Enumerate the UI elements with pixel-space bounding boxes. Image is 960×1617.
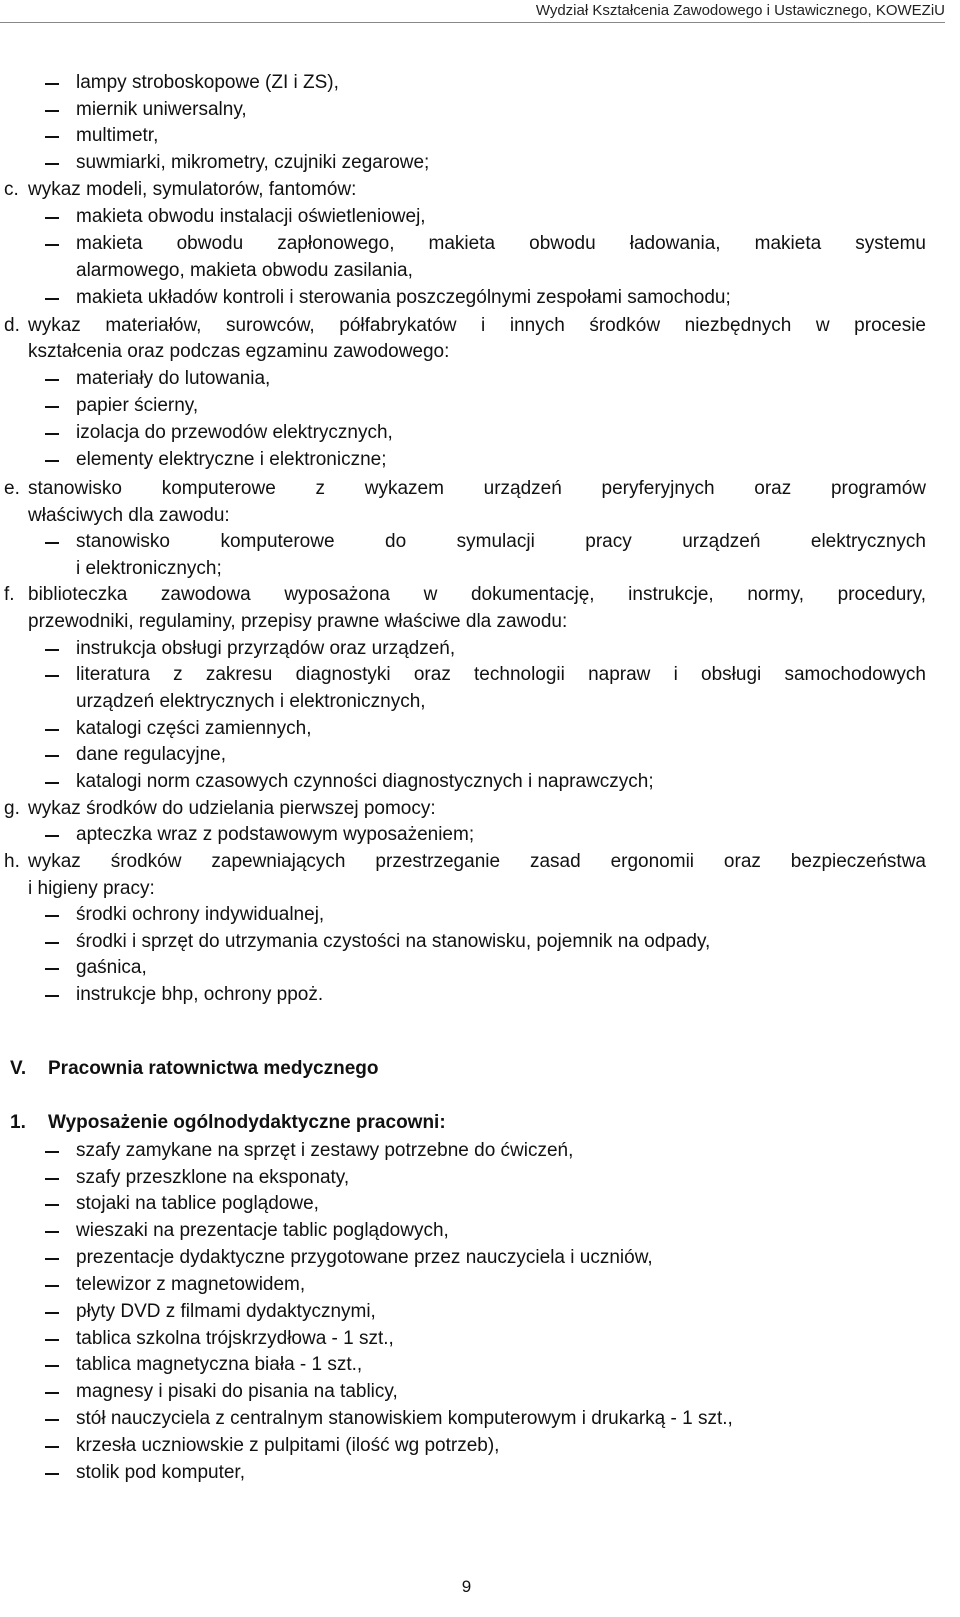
list-item-text: papier ścierny, bbox=[76, 395, 199, 416]
dash-bullet-icon bbox=[45, 1312, 59, 1314]
list-item-text: suwmiarki, mikrometry, czujniki zegarowe; bbox=[76, 152, 430, 173]
dash-bullet-icon bbox=[45, 217, 59, 219]
dash-bullet-icon bbox=[45, 995, 59, 997]
list-item-text: prezentacje dydaktyczne przygotowane przez nauczyciela i uczniów, bbox=[76, 1247, 653, 1268]
list-item-text: stół nauczyciela z centralnym stanowiskiem komputerowym i drukarką - 1 szt., bbox=[76, 1408, 733, 1429]
list-item-text: środki i sprzęt do utrzymania czystości na stanowisku, pojemnik na odpady, bbox=[76, 931, 711, 952]
section-item-continuation: przewodniki, regulaminy, przepisy prawne właściwe dla zawodu: bbox=[28, 611, 568, 632]
list-item-text: gaśnica, bbox=[76, 957, 147, 978]
dash-bullet-icon bbox=[45, 163, 59, 165]
dash-bullet-icon bbox=[45, 136, 59, 138]
list-item-text: krzesła uczniowskie z pulpitami (ilość wg potrzeb), bbox=[76, 1435, 500, 1456]
item-text: Pracownia ratownictwa medycznego bbox=[48, 1058, 379, 1079]
item-text: wykaz środków do udzielania pierwszej pomocy: bbox=[28, 798, 436, 819]
item-text: Wyposażenie ogólnodydaktyczne pracowni: bbox=[48, 1112, 446, 1133]
item-marker: V. bbox=[10, 1058, 27, 1079]
dash-bullet-icon bbox=[45, 460, 59, 462]
dash-bullet-icon bbox=[45, 1473, 59, 1475]
item-marker: h. bbox=[4, 851, 20, 872]
list-item-text: izolacja do przewodów elektrycznych, bbox=[76, 422, 393, 443]
list-item-text: telewizor z magnetowidem, bbox=[76, 1274, 306, 1295]
item-marker: e. bbox=[4, 478, 20, 499]
dash-bullet-icon bbox=[45, 755, 59, 757]
list-item-text: katalogi części zamiennych, bbox=[76, 718, 312, 739]
list-item-text: katalogi norm czasowych czynności diagnostycznych i naprawczych; bbox=[76, 771, 654, 792]
dash-bullet-icon bbox=[45, 915, 59, 917]
dash-bullet-icon bbox=[45, 1365, 59, 1367]
section-item-continuation: właściwych dla zawodu: bbox=[28, 505, 230, 526]
dash-bullet-icon bbox=[45, 835, 59, 837]
list-item-text: płyty DVD z filmami dydaktycznymi, bbox=[76, 1301, 376, 1322]
list-item-text: dane regulacyjne, bbox=[76, 744, 226, 765]
item-marker: 1. bbox=[10, 1112, 26, 1133]
dash-bullet-icon bbox=[45, 968, 59, 970]
item-text: biblioteczka zawodowa wyposażona w dokumentację, instrukcje, normy, procedury, bbox=[28, 584, 926, 605]
dash-bullet-icon bbox=[45, 244, 59, 246]
page-number: 9 bbox=[461, 1577, 472, 1596]
dash-bullet-icon bbox=[45, 379, 59, 381]
list-item-text: instrukcja obsługi przyrządów oraz urządzeń, bbox=[76, 638, 456, 659]
item-text: wykaz środków zapewniających przestrzeganie zasad ergonomii oraz bezpieczeństwa bbox=[28, 851, 926, 872]
header-divider bbox=[0, 22, 945, 23]
list-item-text: tablica magnetyczna biała - 1 szt., bbox=[76, 1354, 363, 1375]
list-item-text: makieta obwodu instalacji oświetleniowej, bbox=[76, 206, 426, 227]
list-item-text: tablica szkolna trójskrzydłowa - 1 szt., bbox=[76, 1328, 394, 1349]
item-marker: f. bbox=[4, 584, 15, 605]
list-item-text: środki ochrony indywidualnej, bbox=[76, 904, 325, 925]
dash-bullet-icon bbox=[45, 1231, 59, 1233]
list-item-text: materiały do lutowania, bbox=[76, 368, 271, 389]
list-item-continuation: alarmowego, makieta obwodu zasilania, bbox=[76, 260, 413, 281]
list-item-text: miernik uniwersalny, bbox=[76, 99, 247, 120]
dash-bullet-icon bbox=[45, 83, 59, 85]
dash-bullet-icon bbox=[45, 729, 59, 731]
list-item-text: szafy przeszklone na eksponaty, bbox=[76, 1167, 350, 1188]
list-item-text: makieta układów kontroli i sterowania poszczególnymi zespołami samochodu; bbox=[76, 287, 731, 308]
list-item-text: wieszaki na prezentacje tablic poglądowych, bbox=[76, 1220, 449, 1241]
list-item-text: instrukcje bhp, ochrony ppoż. bbox=[76, 984, 324, 1005]
dash-bullet-icon bbox=[45, 406, 59, 408]
list-item-text: apteczka wraz z podstawowym wyposażeniem; bbox=[76, 824, 475, 845]
list-item-text: multimetr, bbox=[76, 125, 159, 146]
list-item-text: stolik pod komputer, bbox=[76, 1462, 245, 1483]
item-text: wykaz materiałów, surowców, półfabrykatów i innych środków niezbędnych w procesie bbox=[28, 315, 926, 336]
list-item-text: literatura z zakresu diagnostyki oraz technologii napraw i obsługi samochodowych bbox=[76, 664, 926, 685]
dash-bullet-icon bbox=[45, 1446, 59, 1448]
dash-bullet-icon bbox=[45, 649, 59, 651]
dash-bullet-icon bbox=[45, 782, 59, 784]
list-item-text: szafy zamykane na sprzęt i zestawy potrzebne do ćwiczeń, bbox=[76, 1140, 574, 1161]
dash-bullet-icon bbox=[45, 1204, 59, 1206]
page-header: Wydział Kształcenia Zawodowego i Ustawicznego, KOWEZiU bbox=[535, 2, 945, 19]
section-item-continuation: kształcenia oraz podczas egzaminu zawodowego: bbox=[28, 341, 450, 362]
dash-bullet-icon bbox=[45, 1392, 59, 1394]
item-marker: d. bbox=[4, 315, 20, 336]
list-item-text: magnesy i pisaki do pisania na tablicy, bbox=[76, 1381, 398, 1402]
dash-bullet-icon bbox=[45, 675, 59, 677]
dash-bullet-icon bbox=[45, 1285, 59, 1287]
item-marker: c. bbox=[4, 179, 19, 200]
dash-bullet-icon bbox=[45, 942, 59, 944]
dash-bullet-icon bbox=[45, 1151, 59, 1153]
dash-bullet-icon bbox=[45, 1258, 59, 1260]
list-item-text: stojaki na tablice poglądowe, bbox=[76, 1193, 319, 1214]
dash-bullet-icon bbox=[45, 542, 59, 544]
list-item-text: lampy stroboskopowe (ZI i ZS), bbox=[76, 72, 339, 93]
item-text: wykaz modeli, symulatorów, fantomów: bbox=[28, 179, 357, 200]
section-item-continuation: i higieny pracy: bbox=[28, 878, 155, 899]
list-item-text: elementy elektryczne i elektroniczne; bbox=[76, 449, 387, 470]
item-text: stanowisko komputerowe z wykazem urządzeń peryferyjnych oraz programów bbox=[28, 478, 926, 499]
list-item-text: stanowisko komputerowe do symulacji pracy urządzeń elektrycznych bbox=[76, 531, 926, 552]
dash-bullet-icon bbox=[45, 1339, 59, 1341]
dash-bullet-icon bbox=[45, 433, 59, 435]
item-marker: g. bbox=[4, 798, 20, 819]
dash-bullet-icon bbox=[45, 1419, 59, 1421]
dash-bullet-icon bbox=[45, 1178, 59, 1180]
dash-bullet-icon bbox=[45, 298, 59, 300]
list-item-continuation: i elektronicznych; bbox=[76, 558, 222, 579]
dash-bullet-icon bbox=[45, 110, 59, 112]
list-item-continuation: urządzeń elektrycznych i elektronicznych, bbox=[76, 691, 426, 712]
list-item-text: makieta obwodu zapłonowego, makieta obwodu ładowania, makieta systemu bbox=[76, 233, 926, 254]
